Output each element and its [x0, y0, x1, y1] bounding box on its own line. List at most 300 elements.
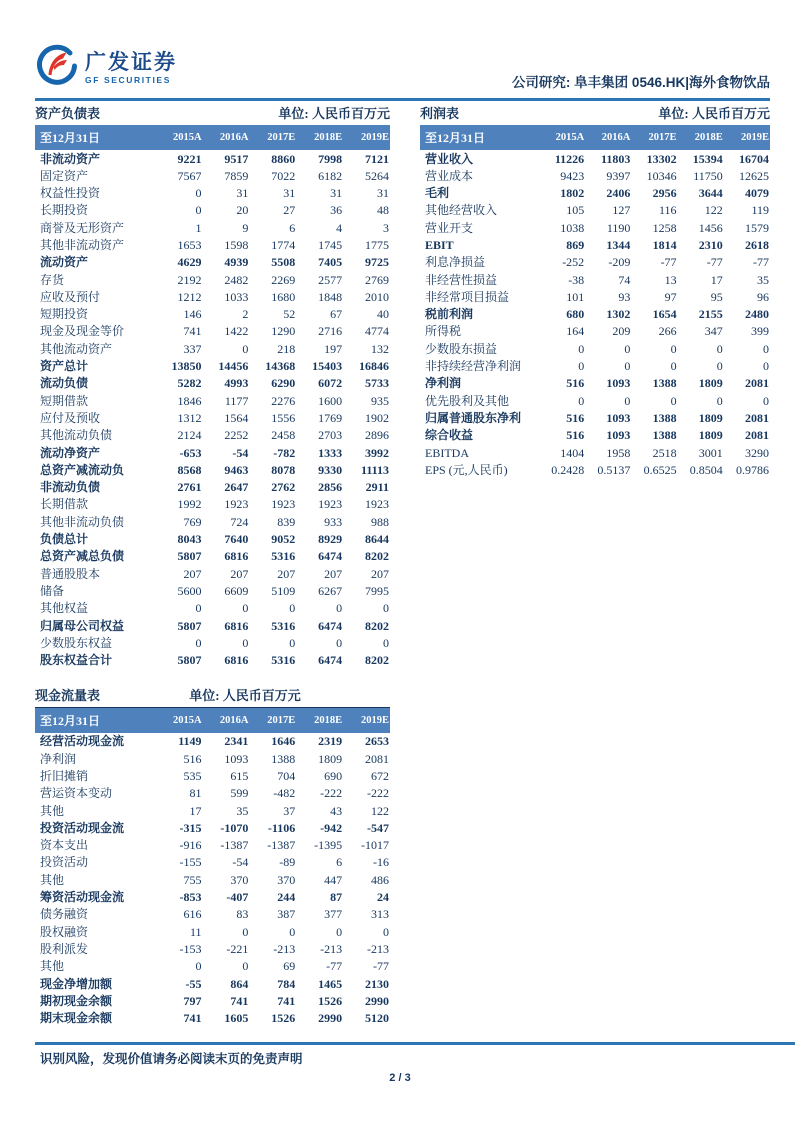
cell-value: 2 [242, 307, 249, 322]
cell-value: 4774 [365, 324, 389, 339]
cell-value: 741 [230, 993, 249, 1008]
cell-value: -77 [326, 959, 343, 974]
cell-value: 8202 [365, 653, 389, 668]
column-header: 2016A [585, 125, 631, 150]
table-row [35, 600, 390, 617]
cell-value: 935 [371, 393, 389, 408]
cell-value: 2482 [224, 272, 249, 287]
cell-value: 1802 [560, 186, 585, 201]
cell-value: 11226 [554, 151, 585, 166]
cell-value: 4079 [745, 186, 769, 201]
table-row [420, 202, 770, 219]
cell-value: 209 [612, 324, 631, 339]
cell-value: 6609 [224, 583, 249, 598]
table-row [35, 854, 390, 871]
cell-value: 5109 [271, 583, 296, 598]
cell-value: 516 [566, 410, 585, 425]
cell-value: 2458 [271, 428, 296, 443]
cell-value: 1177 [224, 393, 249, 408]
cell-value: 74 [618, 272, 631, 287]
table-row [420, 461, 770, 478]
cell-value: 1769 [318, 410, 343, 425]
column-header: 2015A [156, 125, 203, 150]
cell-value: -54 [232, 445, 249, 460]
cell-value: 1846 [177, 393, 202, 408]
cell-value: 40 [377, 307, 389, 322]
cell-value: 0 [670, 359, 677, 374]
table-row [35, 306, 390, 323]
cell-value: 83 [236, 907, 249, 922]
cell-value: 1564 [224, 410, 249, 425]
cell-value: 20 [236, 203, 249, 218]
row-label: 存货 [40, 272, 65, 287]
cell-value: 2716 [318, 324, 343, 339]
row-label: 其他经营收入 [425, 203, 498, 218]
cell-value: 207 [324, 566, 343, 581]
column-header: 2019E [343, 708, 390, 733]
cell-value: 535 [183, 769, 202, 783]
cell-value: 37 [283, 803, 296, 818]
cell-value: 0.9786 [736, 462, 769, 477]
cell-value: 1302 [606, 307, 631, 322]
cell-value: 7859 [224, 168, 249, 183]
section-spacer [35, 669, 390, 686]
cell-value: 2911 [365, 480, 389, 495]
column-header: 2017E [249, 125, 296, 150]
cell-value: 132 [371, 341, 389, 356]
cell-value: 0 [763, 341, 769, 356]
cell-value: 370 [230, 872, 249, 887]
cell-value: 43 [330, 803, 343, 818]
cell-value: -55 [185, 976, 202, 991]
cell-value: 97 [664, 289, 677, 304]
cell-value: 6 [289, 220, 296, 235]
cell-value: 244 [277, 890, 296, 905]
cell-value: 370 [277, 872, 296, 887]
table-row [35, 768, 390, 785]
cell-value: 15403 [312, 359, 343, 374]
table-row [35, 785, 390, 802]
row-label: 非流动负债 [40, 480, 101, 495]
cell-value: 0 [242, 341, 249, 356]
cell-value: 3290 [745, 445, 769, 460]
cell-value: 105 [566, 203, 585, 218]
brand-name-cn: 广发证券 [85, 51, 177, 75]
cell-value: 741 [183, 1011, 202, 1026]
cell-value: 14456 [218, 359, 249, 374]
table-row [35, 975, 390, 992]
income-statement-table [420, 125, 770, 479]
left-column [35, 103, 390, 1027]
cell-value: 377 [324, 907, 343, 922]
table-row [35, 392, 390, 409]
cell-value: 15394 [692, 151, 723, 166]
cell-value: 1745 [318, 237, 343, 252]
cell-value: 0 [195, 186, 202, 201]
cell-value: 1923 [271, 497, 296, 512]
row-label: 非经营性损益 [425, 272, 498, 287]
cell-value: 1653 [177, 237, 202, 252]
cell-value: 1258 [652, 220, 677, 235]
column-header: 2018E [296, 125, 343, 150]
cell-value: 31 [377, 186, 389, 201]
cell-value: 704 [277, 769, 296, 783]
row-label: 流动资产 [40, 255, 89, 270]
cash-flow-table [35, 708, 390, 1027]
cell-value: 2081 [365, 751, 389, 766]
table-row [35, 236, 390, 253]
cell-value: 347 [704, 324, 723, 339]
cell-value: -222 [367, 786, 389, 801]
cell-value: -77 [373, 959, 389, 974]
cell-value: 2010 [365, 289, 389, 304]
cell-value: 31 [330, 186, 343, 201]
cell-value: 1814 [652, 237, 677, 252]
table-row [35, 582, 390, 599]
cell-value: 127 [612, 203, 631, 218]
cell-value: 8929 [318, 532, 343, 547]
column-header: 2018E [678, 125, 724, 150]
cell-value: 5807 [177, 549, 202, 564]
cell-value: 1149 [178, 734, 202, 749]
cell-value: 1809 [698, 376, 723, 391]
cell-value: 1809 [698, 428, 723, 443]
cell-value: 1774 [271, 237, 296, 252]
table-row [35, 444, 390, 461]
cell-value: 615 [230, 769, 249, 783]
cell-value: 0 [289, 924, 296, 939]
cell-value: 387 [277, 907, 296, 922]
table-row [35, 906, 390, 923]
cell-value: 31 [236, 186, 249, 201]
cell-value: 116 [659, 203, 677, 218]
cell-value: -213 [367, 941, 389, 956]
cell-value: 6816 [224, 653, 249, 668]
table-row [35, 185, 390, 202]
cell-value: -1387 [267, 838, 296, 853]
cell-value: 13 [664, 272, 677, 287]
cell-value: 2618 [745, 237, 769, 252]
cell-value: 36 [330, 203, 343, 218]
table-row [35, 358, 390, 375]
cell-value: 1526 [318, 993, 343, 1008]
cell-value: 207 [277, 566, 296, 581]
table-row [420, 392, 770, 409]
cell-value: 1465 [318, 976, 343, 991]
cell-value: 8202 [365, 618, 389, 633]
cell-value: 1388 [652, 410, 677, 425]
table-row [35, 513, 390, 530]
cell-value: 8568 [177, 462, 202, 477]
cell-value: 1598 [224, 237, 249, 252]
cell-value: 2081 [745, 376, 769, 391]
table-row [35, 733, 390, 750]
cell-value: -1387 [220, 838, 249, 853]
cell-value: 164 [566, 324, 585, 339]
cell-value: 87 [330, 890, 343, 905]
row-label: 少数股东损益 [425, 341, 498, 356]
table-row [35, 1010, 390, 1027]
row-label: 债务融资 [40, 907, 89, 922]
cell-value: 146 [183, 307, 202, 322]
cell-value: 447 [324, 872, 343, 887]
cell-value: 1902 [365, 410, 389, 425]
cell-value: -155 [179, 855, 202, 870]
cell-value: 24 [377, 890, 389, 905]
row-label: 非经常项目损益 [425, 289, 510, 304]
row-label: 长期借款 [40, 497, 89, 512]
cell-value: 8043 [177, 532, 202, 547]
cell-value: 741 [277, 993, 296, 1008]
row-label: 其他 [40, 872, 65, 887]
cell-value: 486 [371, 872, 389, 887]
table-header-row [35, 125, 390, 150]
table-row [35, 340, 390, 357]
row-label: 商誉及无形资产 [40, 220, 125, 235]
cell-value: 9052 [271, 532, 296, 547]
cell-value: -209 [608, 255, 631, 270]
cell-value: 207 [230, 566, 249, 581]
row-label: 其他非流动资产 [40, 237, 125, 252]
table-row [35, 958, 390, 975]
row-label: 其他权益 [40, 601, 89, 616]
cell-value: 0 [195, 635, 202, 650]
cell-value: 96 [757, 289, 769, 304]
cell-value: -222 [320, 786, 343, 801]
cell-value: 1333 [318, 445, 343, 460]
cell-value: 0 [763, 393, 769, 408]
table-row [35, 461, 390, 478]
cell-value: 0 [578, 341, 585, 356]
column-header: 2019E [724, 125, 770, 150]
cell-value: 1958 [606, 445, 631, 460]
cell-value: 2761 [177, 480, 202, 495]
row-label: 投资活动 [40, 855, 89, 870]
cell-value: -221 [226, 941, 249, 956]
table-row [35, 837, 390, 854]
row-label: EBITDA [425, 445, 469, 460]
cell-value: -1070 [220, 820, 249, 835]
column-header: 2018E [296, 708, 343, 733]
cell-value: 2647 [224, 480, 249, 495]
cell-value: 4629 [177, 255, 202, 270]
cell-value: 1344 [606, 237, 631, 252]
cell-value: 6474 [318, 653, 343, 668]
cell-value: 11750 [693, 168, 723, 183]
cell-value: 3 [383, 220, 389, 235]
row-label: 负债总计 [40, 532, 89, 547]
table-row [35, 479, 390, 496]
cell-value: 2990 [365, 993, 389, 1008]
row-label: 其他非流动负债 [40, 514, 125, 529]
cell-value: 9725 [365, 255, 389, 270]
cell-value: 218 [277, 341, 296, 356]
table-row [420, 219, 770, 236]
cell-value: 2856 [318, 480, 343, 495]
cell-value: 1038 [560, 220, 585, 235]
cell-value: 14368 [265, 359, 296, 374]
table-row [35, 802, 390, 819]
balance-sheet-section [35, 103, 390, 669]
row-label: 综合收益 [425, 428, 474, 443]
cell-value: 6474 [318, 618, 343, 633]
cell-value: 755 [183, 872, 202, 887]
cell-value: 5282 [177, 376, 202, 391]
cell-value: 9423 [560, 168, 585, 183]
cell-value: -213 [273, 941, 296, 956]
cell-value: 1992 [177, 497, 202, 512]
table-row [420, 288, 770, 305]
cell-value: 1848 [318, 289, 343, 304]
cell-value: 8644 [365, 532, 389, 547]
row-label: 现金及现金等价 [40, 324, 125, 339]
row-label: 固定资产 [40, 168, 89, 183]
cell-value: -782 [273, 445, 296, 460]
cell-value: 1456 [698, 220, 723, 235]
table-row [420, 358, 770, 375]
cell-value: 16846 [359, 359, 389, 374]
column-header: 至12月31日 [35, 125, 156, 150]
cell-value: 599 [230, 786, 249, 801]
column-header: 2017E [249, 708, 296, 733]
cell-value: 1093 [224, 751, 249, 766]
cell-value: -77 [660, 255, 677, 270]
table-row [420, 150, 770, 167]
row-label: 非流动资产 [40, 151, 101, 166]
table-row [35, 409, 390, 426]
table-row [420, 254, 770, 271]
cell-value: 4 [336, 220, 343, 235]
cell-value: 11 [189, 924, 202, 939]
cell-value: 0.8504 [689, 462, 723, 477]
gf-logo-icon [35, 44, 79, 93]
cell-value: 2276 [271, 393, 296, 408]
table-row [420, 444, 770, 461]
cell-value: 0.6525 [643, 462, 677, 477]
table-row [35, 496, 390, 513]
cell-value: 1312 [177, 410, 202, 425]
row-label: 总资产减总负债 [40, 549, 125, 564]
cell-value: 2896 [365, 428, 389, 443]
cell-value: 6816 [224, 549, 249, 564]
cell-value: 0 [578, 393, 585, 408]
cell-value: 1556 [271, 410, 296, 425]
cell-value: 2130 [365, 976, 389, 991]
cell-value: 2192 [177, 272, 202, 287]
cell-value: 93 [618, 289, 631, 304]
table-row [35, 150, 390, 167]
cell-value: -16 [373, 855, 389, 870]
row-label: 权益性投资 [40, 186, 101, 201]
cell-value: 5807 [177, 618, 202, 633]
cell-value: 5316 [271, 653, 296, 668]
cell-value: 1654 [652, 307, 677, 322]
cell-value: 0 [336, 601, 343, 616]
cell-value: 35 [757, 272, 769, 287]
cell-value: -153 [179, 941, 202, 956]
cell-value: 119 [751, 203, 769, 218]
column-header: 2019E [343, 125, 390, 150]
cell-value: 724 [230, 514, 249, 529]
cell-value: -482 [273, 786, 296, 801]
cell-value: 7022 [271, 168, 296, 183]
cell-value: 5120 [365, 1011, 389, 1026]
cell-value: 0 [195, 601, 202, 616]
row-label: 流动净资产 [40, 445, 101, 460]
cell-value: 52 [283, 307, 296, 322]
row-label: 短期投资 [40, 307, 89, 322]
cell-value: 122 [704, 203, 723, 218]
table-row [35, 548, 390, 565]
table-unit-label: 单位: 人民币百万元 [189, 687, 301, 703]
cell-value: 6072 [318, 376, 343, 391]
cell-value: 2310 [698, 237, 723, 252]
row-label: 应收及预付 [40, 289, 101, 304]
cell-value: -77 [706, 255, 723, 270]
cell-value: 784 [277, 976, 296, 991]
table-title: 利润表 [420, 106, 460, 121]
column-header: 至12月31日 [35, 708, 156, 733]
table-row [35, 202, 390, 219]
cell-value: 1404 [560, 445, 585, 460]
column-header: 2016A [203, 125, 250, 150]
row-label: 应付及预收 [40, 410, 101, 425]
cell-value: -54 [232, 855, 249, 870]
cell-value: 1600 [318, 393, 343, 408]
cell-value: 5264 [365, 168, 389, 183]
table-row [35, 167, 390, 184]
cell-value: 1422 [224, 324, 249, 339]
cell-value: 1809 [318, 751, 343, 766]
cell-value: 13302 [646, 151, 677, 166]
column-header: 2016A [203, 708, 250, 733]
table-row [420, 167, 770, 184]
table-row [420, 409, 770, 426]
cell-value: -1395 [314, 838, 343, 853]
row-label: 优先股利及其他 [425, 393, 510, 408]
table-row [35, 634, 390, 651]
cell-value: 16704 [739, 151, 769, 166]
cell-value: 7405 [318, 255, 343, 270]
brand-text [85, 52, 177, 85]
cell-value: 2155 [698, 307, 723, 322]
cell-value: -853 [179, 890, 202, 905]
page-footer [0, 1042, 800, 1084]
row-label: 税前利润 [425, 307, 474, 322]
cell-value: 7640 [224, 532, 249, 547]
page-number: 2 / 3 [389, 1072, 411, 1084]
cell-value: 2319 [318, 734, 343, 749]
cell-value: 839 [277, 514, 296, 529]
cell-value: 2081 [745, 428, 769, 443]
row-label: 筹资活动现金流 [40, 890, 125, 905]
cell-value: 2081 [745, 410, 769, 425]
cell-value: 680 [566, 307, 585, 322]
cell-value: 67 [330, 307, 343, 322]
table-row [35, 940, 390, 957]
cell-value: -315 [179, 820, 202, 835]
cell-value: 2518 [652, 445, 677, 460]
row-label: 总资产减流动负 [40, 462, 125, 477]
row-label: 现金净增加额 [40, 976, 113, 991]
cell-value: 1212 [177, 289, 202, 304]
cell-value: 933 [324, 514, 343, 529]
row-label: 营业开支 [425, 220, 474, 235]
cell-value: -252 [562, 255, 585, 270]
cell-value: 10346 [646, 168, 677, 183]
cell-value: 0 [336, 635, 343, 650]
cell-value: 6267 [318, 583, 343, 598]
